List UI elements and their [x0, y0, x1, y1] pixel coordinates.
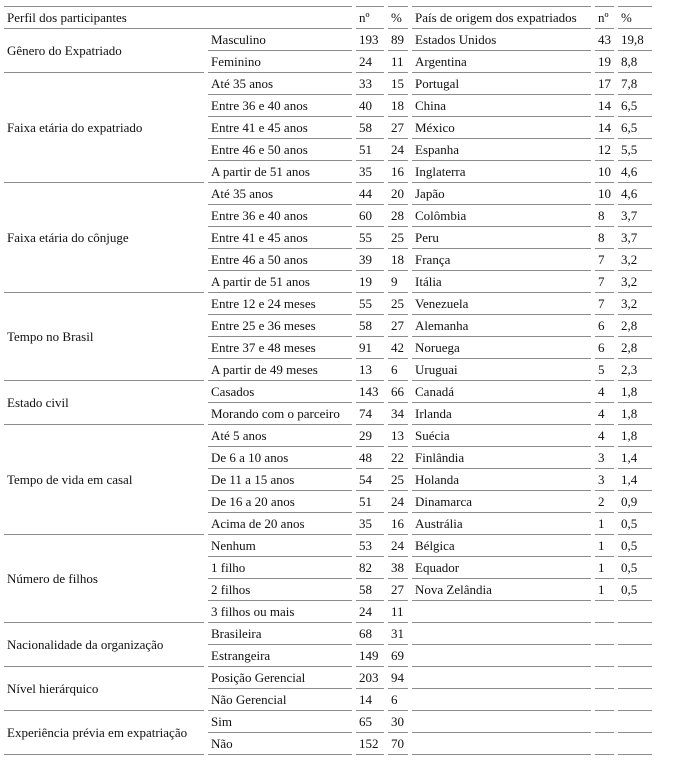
percent-value: 25: [388, 469, 408, 491]
count-value: 55: [356, 293, 384, 315]
country-percent: 2,8: [618, 315, 652, 337]
count-value: 149: [356, 645, 384, 667]
count-value: 60: [356, 205, 384, 227]
category-label: Brasileira: [208, 623, 352, 645]
percent-value: 11: [388, 601, 408, 623]
country-name: Colômbia: [412, 205, 591, 227]
country-percent: 19,8: [618, 29, 652, 51]
country-percent: 7,8: [618, 73, 652, 95]
category-label: Casados: [208, 381, 352, 403]
category-label: De 6 a 10 anos: [208, 447, 352, 469]
count-value: 35: [356, 161, 384, 183]
country-name: Japão: [412, 183, 591, 205]
header-pct: %: [388, 6, 408, 29]
country-count: [595, 689, 614, 711]
count-value: 55: [356, 227, 384, 249]
country-percent: 0,5: [618, 557, 652, 579]
count-value: 13: [356, 359, 384, 381]
country-name: Argentina: [412, 51, 591, 73]
country-percent: 6,5: [618, 95, 652, 117]
header-country: País de origem dos expatriados: [412, 6, 591, 29]
percent-value: 38: [388, 557, 408, 579]
group-label: Tempo de vida em casal: [4, 425, 204, 535]
category-label: Entre 25 e 36 meses: [208, 315, 352, 337]
table-row: [4, 29, 652, 51]
country-count: 1: [595, 579, 614, 601]
category-label: De 11 a 15 anos: [208, 469, 352, 491]
percent-value: 25: [388, 293, 408, 315]
country-name: Canadá: [412, 381, 591, 403]
country-count: 8: [595, 205, 614, 227]
country-name: Peru: [412, 227, 591, 249]
country-percent: 2,3: [618, 359, 652, 381]
percent-value: 18: [388, 95, 408, 117]
percent-value: 20: [388, 183, 408, 205]
country-count: 1: [595, 513, 614, 535]
category-label: Entre 41 e 45 anos: [208, 227, 352, 249]
percent-value: 16: [388, 513, 408, 535]
percent-value: 25: [388, 227, 408, 249]
country-percent: 0,5: [618, 535, 652, 557]
group-label: Nacionalidade da organização: [4, 623, 204, 667]
group-label: Número de filhos: [4, 535, 204, 623]
country-percent: 3,2: [618, 293, 652, 315]
country-name: Finlândia: [412, 447, 591, 469]
country-count: 4: [595, 381, 614, 403]
country-percent: [618, 667, 652, 689]
percent-value: 9: [388, 271, 408, 293]
count-value: 39: [356, 249, 384, 271]
country-name: [412, 689, 591, 711]
group-label: Estado civil: [4, 381, 204, 425]
country-name: Austrália: [412, 513, 591, 535]
count-value: 91: [356, 337, 384, 359]
country-count: 14: [595, 117, 614, 139]
percent-value: 27: [388, 579, 408, 601]
country-name: Portugal: [412, 73, 591, 95]
country-count: 17: [595, 73, 614, 95]
table-row: [4, 381, 652, 403]
category-label: Entre 12 e 24 meses: [208, 293, 352, 315]
country-name: Irlanda: [412, 403, 591, 425]
category-label: Entre 37 e 48 meses: [208, 337, 352, 359]
category-label: Nenhum: [208, 535, 352, 557]
percent-value: 30: [388, 711, 408, 733]
header-profile: Perfil dos participantes: [4, 6, 352, 29]
count-value: 51: [356, 491, 384, 513]
category-label: Entre 36 e 40 anos: [208, 205, 352, 227]
country-name: Alemanha: [412, 315, 591, 337]
count-value: 48: [356, 447, 384, 469]
table-row: [4, 425, 652, 447]
country-count: 7: [595, 293, 614, 315]
category-label: Entre 41 e 45 anos: [208, 117, 352, 139]
category-label: A partir de 51 anos: [208, 271, 352, 293]
count-value: 40: [356, 95, 384, 117]
count-value: 29: [356, 425, 384, 447]
count-value: 35: [356, 513, 384, 535]
country-name: Dinamarca: [412, 491, 591, 513]
percent-value: 24: [388, 535, 408, 557]
category-label: De 16 a 20 anos: [208, 491, 352, 513]
country-count: 10: [595, 183, 614, 205]
percent-value: 18: [388, 249, 408, 271]
country-count: 4: [595, 425, 614, 447]
country-name: China: [412, 95, 591, 117]
percent-value: 27: [388, 315, 408, 337]
country-count: 12: [595, 139, 614, 161]
country-name: [412, 623, 591, 645]
country-name: Espanha: [412, 139, 591, 161]
percent-value: 27: [388, 117, 408, 139]
country-percent: [618, 689, 652, 711]
table-row: [4, 183, 652, 205]
category-label: A partir de 51 anos: [208, 161, 352, 183]
percent-value: 16: [388, 161, 408, 183]
country-percent: [618, 733, 652, 755]
country-count: [595, 601, 614, 623]
country-percent: 3,7: [618, 205, 652, 227]
country-count: 8: [595, 227, 614, 249]
country-percent: [618, 711, 652, 733]
country-count: 14: [595, 95, 614, 117]
country-count: [595, 645, 614, 667]
count-value: 58: [356, 315, 384, 337]
country-count: 19: [595, 51, 614, 73]
country-name: Inglaterra: [412, 161, 591, 183]
percent-value: 6: [388, 359, 408, 381]
count-value: 203: [356, 667, 384, 689]
country-count: 6: [595, 315, 614, 337]
country-count: 43: [595, 29, 614, 51]
country-count: [595, 667, 614, 689]
country-name: Noruega: [412, 337, 591, 359]
country-count: 10: [595, 161, 614, 183]
country-percent: 4,6: [618, 161, 652, 183]
country-name: França: [412, 249, 591, 271]
header-n2: nº: [595, 6, 614, 29]
group-label: Faixa etária do expatriado: [4, 73, 204, 183]
category-label: Posição Gerencial: [208, 667, 352, 689]
percent-value: 24: [388, 491, 408, 513]
count-value: 143: [356, 381, 384, 403]
header-n: nº: [356, 6, 384, 29]
category-label: Estrangeira: [208, 645, 352, 667]
country-name: Venezuela: [412, 293, 591, 315]
count-value: 24: [356, 601, 384, 623]
country-name: Estados Unidos: [412, 29, 591, 51]
table-row: [4, 535, 652, 557]
country-percent: 3,7: [618, 227, 652, 249]
country-name: [412, 601, 591, 623]
count-value: 51: [356, 139, 384, 161]
category-label: Não: [208, 733, 352, 755]
percent-value: 31: [388, 623, 408, 645]
participants-profile-table: [0, 6, 656, 755]
country-name: Suécia: [412, 425, 591, 447]
percent-value: 28: [388, 205, 408, 227]
table-header-row: [4, 6, 652, 29]
country-percent: [618, 645, 652, 667]
country-percent: [618, 601, 652, 623]
country-count: 3: [595, 469, 614, 491]
category-label: Até 5 anos: [208, 425, 352, 447]
country-percent: 3,2: [618, 249, 652, 271]
count-value: 33: [356, 73, 384, 95]
category-label: 2 filhos: [208, 579, 352, 601]
count-value: 58: [356, 579, 384, 601]
count-value: 152: [356, 733, 384, 755]
percent-value: 6: [388, 689, 408, 711]
country-count: 4: [595, 403, 614, 425]
country-count: [595, 711, 614, 733]
country-name: México: [412, 117, 591, 139]
category-label: Entre 36 e 40 anos: [208, 95, 352, 117]
table-row: [4, 293, 652, 315]
country-percent: 0,5: [618, 513, 652, 535]
count-value: 193: [356, 29, 384, 51]
country-count: 6: [595, 337, 614, 359]
country-count: 2: [595, 491, 614, 513]
table-row: [4, 667, 652, 689]
category-label: 1 filho: [208, 557, 352, 579]
country-count: [595, 733, 614, 755]
country-name: [412, 733, 591, 755]
group-label: Nível hierárquico: [4, 667, 204, 711]
country-percent: [618, 623, 652, 645]
country-percent: 8,8: [618, 51, 652, 73]
group-label: Tempo no Brasil: [4, 293, 204, 381]
category-label: Não Gerencial: [208, 689, 352, 711]
count-value: 74: [356, 403, 384, 425]
percent-value: 13: [388, 425, 408, 447]
country-count: 1: [595, 535, 614, 557]
country-percent: 1,4: [618, 469, 652, 491]
country-percent: 6,5: [618, 117, 652, 139]
country-percent: 5,5: [618, 139, 652, 161]
count-value: 14: [356, 689, 384, 711]
category-label: Sim: [208, 711, 352, 733]
country-name: [412, 711, 591, 733]
country-count: 7: [595, 271, 614, 293]
count-value: 19: [356, 271, 384, 293]
country-percent: 1,8: [618, 381, 652, 403]
category-label: Morando com o parceiro: [208, 403, 352, 425]
country-name: Holanda: [412, 469, 591, 491]
category-label: Acima de 20 anos: [208, 513, 352, 535]
percent-value: 89: [388, 29, 408, 51]
country-name: Nova Zelândia: [412, 579, 591, 601]
country-count: 3: [595, 447, 614, 469]
percent-value: 24: [388, 139, 408, 161]
header-pct2: %: [618, 6, 652, 29]
count-value: 65: [356, 711, 384, 733]
category-label: Feminino: [208, 51, 352, 73]
percent-value: 22: [388, 447, 408, 469]
group-label: Faixa etária do cônjuge: [4, 183, 204, 293]
country-count: 5: [595, 359, 614, 381]
category-label: Masculino: [208, 29, 352, 51]
percent-value: 69: [388, 645, 408, 667]
percent-value: 42: [388, 337, 408, 359]
country-percent: 0,5: [618, 579, 652, 601]
percent-value: 11: [388, 51, 408, 73]
count-value: 24: [356, 51, 384, 73]
category-label: Até 35 anos: [208, 183, 352, 205]
country-name: [412, 645, 591, 667]
count-value: 68: [356, 623, 384, 645]
percent-value: 34: [388, 403, 408, 425]
category-label: Entre 46 a 50 anos: [208, 249, 352, 271]
count-value: 58: [356, 117, 384, 139]
country-name: [412, 667, 591, 689]
table-row: [4, 623, 652, 645]
percent-value: 66: [388, 381, 408, 403]
group-label: Experiência prévia em expatriação: [4, 711, 204, 755]
category-label: A partir de 49 meses: [208, 359, 352, 381]
country-name: Itália: [412, 271, 591, 293]
count-value: 53: [356, 535, 384, 557]
country-percent: 0,9: [618, 491, 652, 513]
table-row: [4, 73, 652, 95]
country-percent: 1,8: [618, 403, 652, 425]
country-percent: 3,2: [618, 271, 652, 293]
country-percent: 1,4: [618, 447, 652, 469]
category-label: Entre 46 e 50 anos: [208, 139, 352, 161]
country-count: 7: [595, 249, 614, 271]
country-percent: 2,8: [618, 337, 652, 359]
count-value: 54: [356, 469, 384, 491]
country-percent: 4,6: [618, 183, 652, 205]
count-value: 44: [356, 183, 384, 205]
country-name: Equador: [412, 557, 591, 579]
percent-value: 15: [388, 73, 408, 95]
category-label: Até 35 anos: [208, 73, 352, 95]
percent-value: 70: [388, 733, 408, 755]
count-value: 82: [356, 557, 384, 579]
percent-value: 94: [388, 667, 408, 689]
country-count: 1: [595, 557, 614, 579]
country-name: Bélgica: [412, 535, 591, 557]
country-percent: 1,8: [618, 425, 652, 447]
category-label: 3 filhos ou mais: [208, 601, 352, 623]
table-row: [4, 711, 652, 733]
group-label: Gênero do Expatriado: [4, 29, 204, 73]
country-name: Uruguai: [412, 359, 591, 381]
country-count: [595, 623, 614, 645]
